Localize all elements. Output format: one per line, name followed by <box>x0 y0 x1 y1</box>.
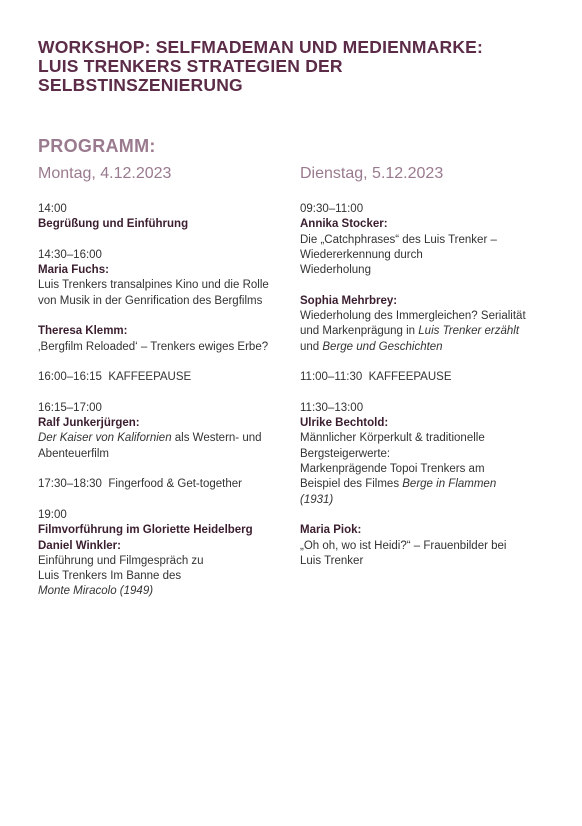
item-text: Wiederholung <box>300 264 371 277</box>
schedule-item <box>300 294 550 355</box>
item-speaker: Sophia Mehrbrey: <box>300 294 398 307</box>
item-speaker: Annika Stocker: <box>300 218 388 231</box>
monday-date: Montag, 4.12.2023 <box>38 165 172 182</box>
item-text-part: und <box>300 340 323 353</box>
item-text: Abenteuerfilm <box>38 447 109 460</box>
monday-column <box>38 165 288 615</box>
item-text: Wiedererkennung durch <box>300 248 423 261</box>
item-speaker: Daniel Winkler: <box>38 539 121 552</box>
coffee-break: 16:00–16:15 KAFFEEPAUSE <box>38 371 192 384</box>
item-text-part: und Markenprägung in <box>300 325 419 338</box>
item-text: Luis Trenkers transalpines Kino und die Rolle <box>38 279 269 292</box>
film-title: Luis Trenker erzählt <box>418 325 520 338</box>
schedule-item <box>38 324 288 355</box>
item-text-rest: als Western- und <box>171 432 262 445</box>
item-speaker: Ralf Junkerjürgen: <box>38 417 140 430</box>
item-text <box>300 477 550 492</box>
schedule-item <box>38 401 288 462</box>
film-title: Berge in Flammen <box>402 478 497 491</box>
item-text: Bergsteigerwerte: <box>300 447 391 460</box>
tuesday-date: Dienstag, 5.12.2023 <box>300 165 444 182</box>
workshop-title <box>38 38 558 95</box>
film-year: (1931) <box>300 493 334 506</box>
item-text: Wiederholung des Immergleichen? Serialität <box>300 310 526 323</box>
title-line-3: SELBSTINSZENIERUNG <box>38 75 243 95</box>
film-title: Berge und Geschichten <box>322 340 443 353</box>
item-text: ‚Bergfilm Reloaded‘ – Trenkers ewiges Erbe? <box>38 340 269 353</box>
schedule-item <box>38 477 288 492</box>
item-text: Markenprägende Topoi Trenkers am <box>300 463 485 476</box>
item-text: Die „Catchphrases“ des Luis Trenker – <box>300 233 497 246</box>
item-text: Einführung und Filmgespräch zu <box>38 554 204 567</box>
item-speaker: Theresa Klemm: <box>38 325 128 338</box>
item-text: Luis Trenkers Im Banne des <box>38 570 182 583</box>
item-time: 19:00 <box>38 508 67 521</box>
item-text <box>38 431 288 446</box>
item-time: 14:00 <box>38 203 67 215</box>
get-together: 17:30–18:30 Fingerfood & Get-together <box>38 478 242 491</box>
item-time: 09:30–11:00 <box>300 203 364 215</box>
schedule-item <box>300 202 550 278</box>
schedule-item <box>300 401 550 508</box>
title-line-2: LUIS TRENKERS STRATEGIEN DER <box>38 56 343 76</box>
item-speaker: Maria Piok: <box>300 524 362 537</box>
item-text: Männlicher Körperkult & traditionelle <box>300 432 485 445</box>
item-time: 16:15–17:00 <box>38 401 102 414</box>
item-text-part: Beispiel des Filmes <box>300 478 403 491</box>
item-text: Luis Trenker <box>300 554 364 567</box>
title-line-1: WORKSHOP: SELFMADEMAN UND MEDIENMARKE: <box>38 37 484 57</box>
item-time: 14:30–16:00 <box>38 248 102 261</box>
item-title: Filmvorführung im Gloriette Heidelberg <box>38 524 253 537</box>
program-heading: PROGRAMM: <box>38 136 156 156</box>
item-text <box>300 340 550 355</box>
schedule-item <box>38 370 288 385</box>
schedule-item <box>300 370 550 385</box>
item-text <box>300 324 550 339</box>
schedule-item <box>38 202 288 233</box>
schedule-item <box>300 523 550 569</box>
item-time: 11:30–13:00 <box>300 401 364 414</box>
item-speaker: Maria Fuchs: <box>38 264 109 277</box>
schedule-item <box>38 508 288 600</box>
film-title: Der Kaiser von Kalifornien <box>38 432 172 445</box>
item-text: „Oh oh, wo ist Heidi?“ – Frauenbilder bei <box>300 539 507 552</box>
coffee-break: 11:00–11:30 KAFFEEPAUSE <box>300 371 452 384</box>
tuesday-column <box>300 165 550 584</box>
item-title: Begrüßung und Einführung <box>38 218 189 231</box>
item-speaker: Ulrike Bechtold: <box>300 417 389 430</box>
item-text: von Musik in der Genrification des Bergfilms <box>38 294 263 307</box>
schedule-item <box>38 248 288 309</box>
film-title: Monte Miracolo (1949) <box>38 585 154 598</box>
